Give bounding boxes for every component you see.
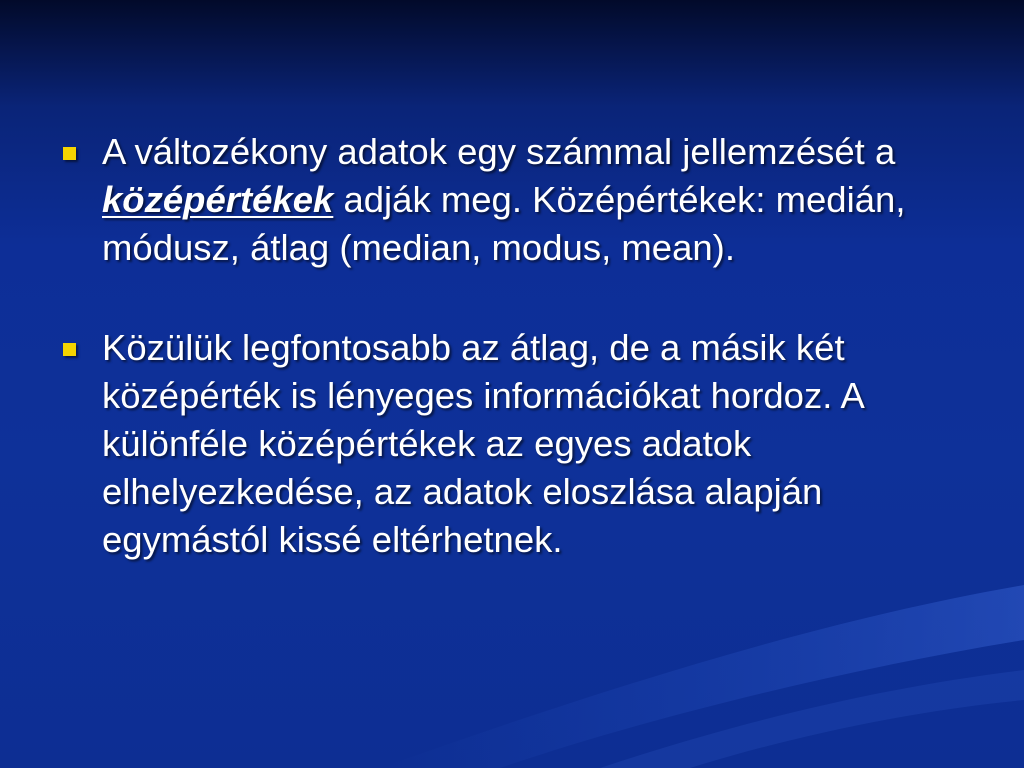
bullet-2-text: Közülük legfontosabb az átlag, de a másik két középérték is lényeges információkat hordoz. A különféle középértékek az egyes adatok elhelyezkedése, az adatok eloszlása alapján egymástól kissé eltérhetnek. bbox=[102, 327, 863, 560]
bullet-item-2 bbox=[62, 324, 992, 564]
bullet-1-text-before: A változékony adatok egy számmal jellemzését a bbox=[102, 131, 896, 172]
bullet-1-emphasis: középértékek bbox=[102, 179, 334, 220]
bullet-1-text-after: adják meg. Középértékek: medián, módusz, átlag (median, modus, mean). bbox=[102, 179, 906, 268]
bullet-item-1 bbox=[62, 128, 992, 272]
bullet-list bbox=[62, 128, 992, 564]
yellow-square-bullet-icon bbox=[63, 147, 76, 160]
yellow-square-bullet-icon bbox=[63, 343, 76, 356]
